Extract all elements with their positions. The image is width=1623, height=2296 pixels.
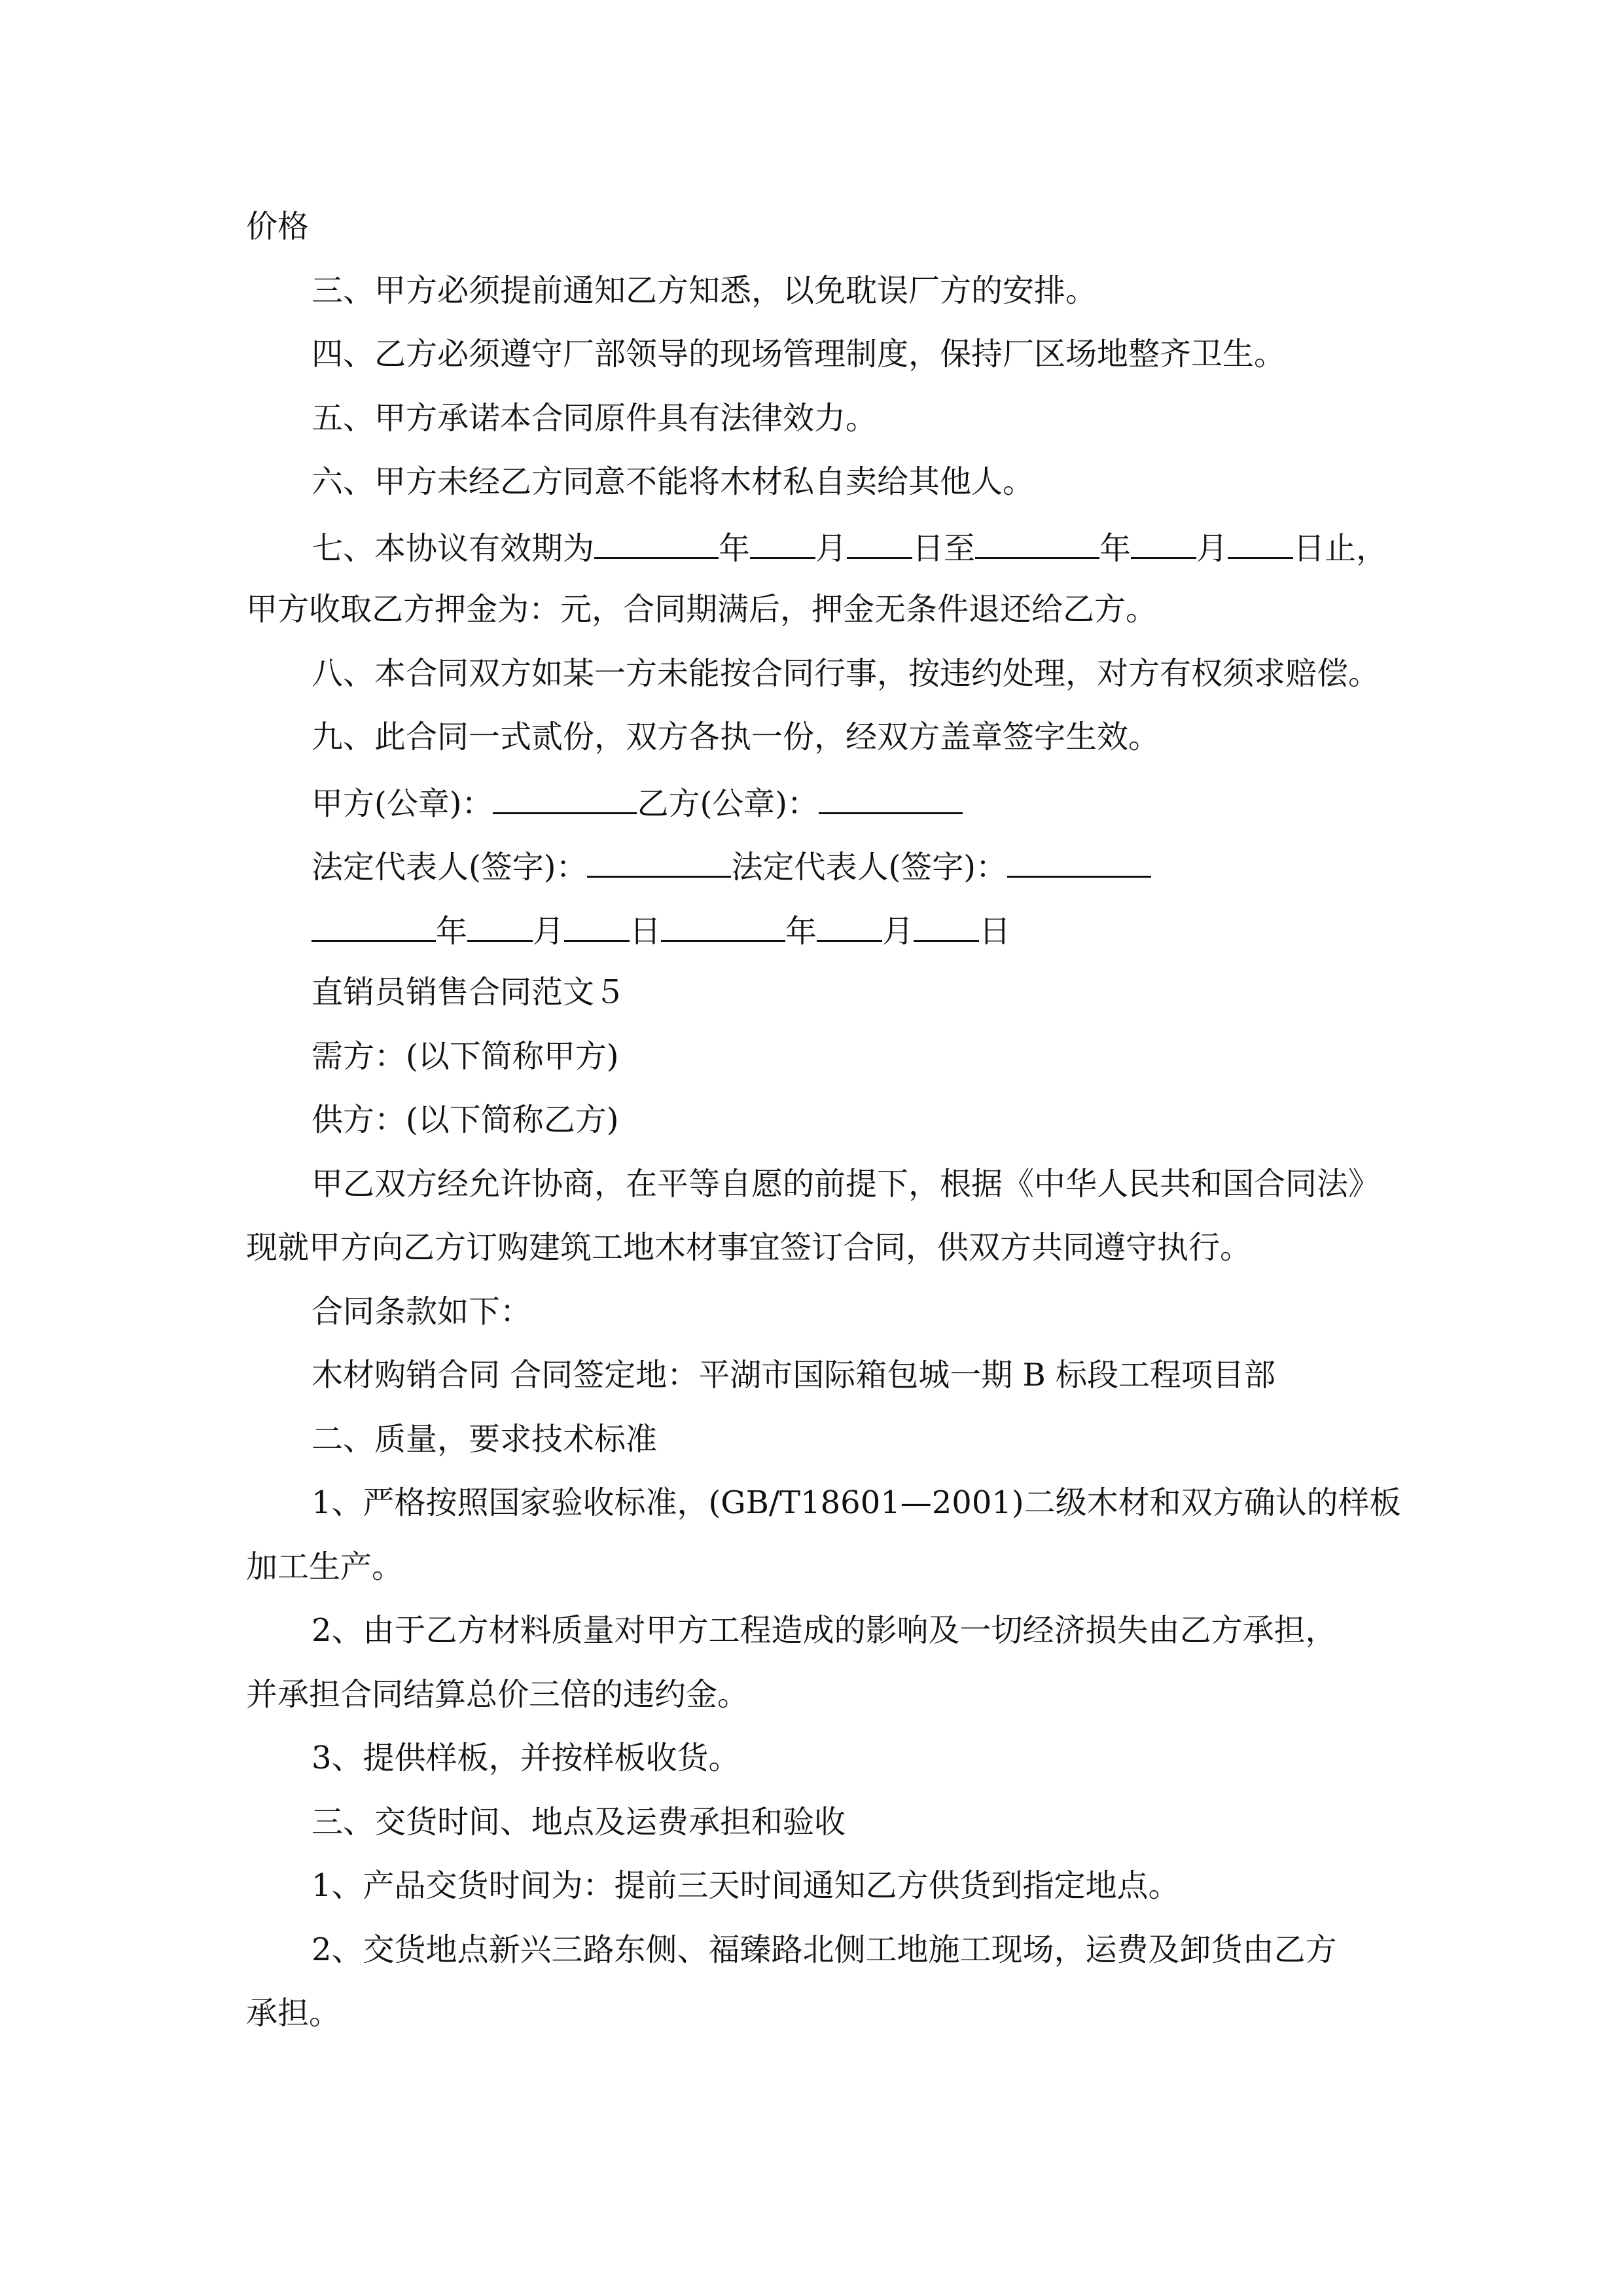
month-label: 月 [882, 913, 914, 950]
text-line: 3、提供样板，并按样板收货。 [312, 1740, 740, 1776]
blank-field [1131, 527, 1196, 559]
date-line [312, 910, 1450, 950]
blank-field [914, 910, 979, 942]
blank-field [847, 527, 912, 559]
text-line: 木材购销合同 合同签定地：平湖市国际箱包城一期 B 标段工程项目部 [312, 1357, 1276, 1393]
party-a-seal-label: 甲方(公章)： [312, 785, 493, 822]
text-line: 二、质量，要求技术标准 [312, 1421, 658, 1458]
text-line: 并承担合同结算总价三倍的违约金。 [246, 1676, 749, 1713]
day-label: 日 [979, 913, 1011, 950]
blank-field [819, 782, 963, 814]
text-line: 需方：(以下简称甲方) [312, 1038, 619, 1075]
party-b-seal-label: 乙方(公章)： [637, 785, 819, 822]
text-line: 甲方收取乙方押金为：元，合同期满后，押金无条件退还给乙方。 [246, 591, 1158, 628]
text-line: 现就甲方向乙方订购建筑工地木材事宜签订合同，供双方共同遵守执行。 [246, 1229, 1252, 1266]
blank-field [564, 910, 630, 942]
seal-line [312, 782, 1450, 823]
day-end-label: 日止， [1293, 530, 1388, 567]
blank-field [1228, 527, 1293, 559]
year-label: 年 [785, 913, 817, 950]
month-label: 月 [1196, 530, 1228, 567]
month-label: 月 [815, 530, 847, 567]
rep-b-label: 法定代表人(签字)： [731, 849, 1007, 886]
text-line: 价格 [246, 208, 310, 245]
clause-7-line [312, 527, 1450, 567]
clause-7-prefix: 七、本协议有效期为 [312, 530, 595, 567]
day-label: 日 [630, 913, 662, 950]
day-to-label: 日至 [912, 530, 976, 567]
blank-field [594, 527, 719, 559]
blank-field [467, 910, 533, 942]
text-line: 五、甲方承诺本合同原件具有法律效力。 [312, 400, 878, 437]
text-line: 加工生产。 [246, 1549, 404, 1585]
text-line: 九、此合同一式贰份，双方各执一份，经双方盖章签字生效。 [312, 719, 1160, 755]
representative-line [312, 846, 1450, 886]
year-label: 年 [436, 913, 468, 950]
rep-a-label: 法定代表人(签字)： [312, 849, 588, 886]
text-line: 1、产品交货时间为：提前三天时间通知乙方供货到指定地点。 [312, 1867, 1180, 1904]
month-label: 月 [533, 913, 565, 950]
text-line: 四、乙方必须遵守厂部领导的现场管理制度，保持厂区场地整齐卫生。 [312, 336, 1286, 372]
text-line: 2、交货地点新兴三路东侧、福臻路北侧工地施工现场，运费及卸货由乙方 [312, 1931, 1337, 1968]
blank-field [750, 527, 815, 559]
blank-field [817, 910, 882, 942]
text-line: 三、甲方必须提前通知乙方知悉，以免耽误厂方的安排。 [312, 272, 1097, 309]
blank-field [1007, 846, 1151, 878]
blank-field [587, 846, 731, 878]
text-line: 承担。 [246, 1995, 341, 2032]
blank-field [975, 527, 1099, 559]
text-line: 八、本合同双方如某一方未能按合同行事，按违约处理，对方有权须求赔偿。 [312, 655, 1380, 692]
year-label: 年 [719, 530, 751, 567]
blank-field [493, 782, 637, 814]
section-title: 直销员销售合同范文５ [312, 974, 626, 1011]
text-line: 合同条款如下： [312, 1293, 532, 1330]
text-line: 1、严格按照国家验收标准，(GB/T18601—2001)二级木材和双方确认的样板 [312, 1484, 1401, 1521]
year-label: 年 [1099, 530, 1132, 567]
blank-field [661, 910, 785, 942]
text-line: 2、由于乙方材料质量对甲方工程造成的影响及一切经济损失由乙方承担， [312, 1612, 1337, 1649]
text-line: 供方：(以下简称乙方) [312, 1102, 619, 1138]
blank-field [312, 910, 436, 942]
text-line: 六、甲方未经乙方同意不能将木材私自卖给其他人。 [312, 463, 1035, 500]
text-line: 甲乙双方经允许协商，在平等自愿的前提下，根据《中华人民共和国合同法》 [312, 1166, 1380, 1202]
text-line: 三、交货时间、地点及运费承担和验收 [312, 1804, 846, 1840]
